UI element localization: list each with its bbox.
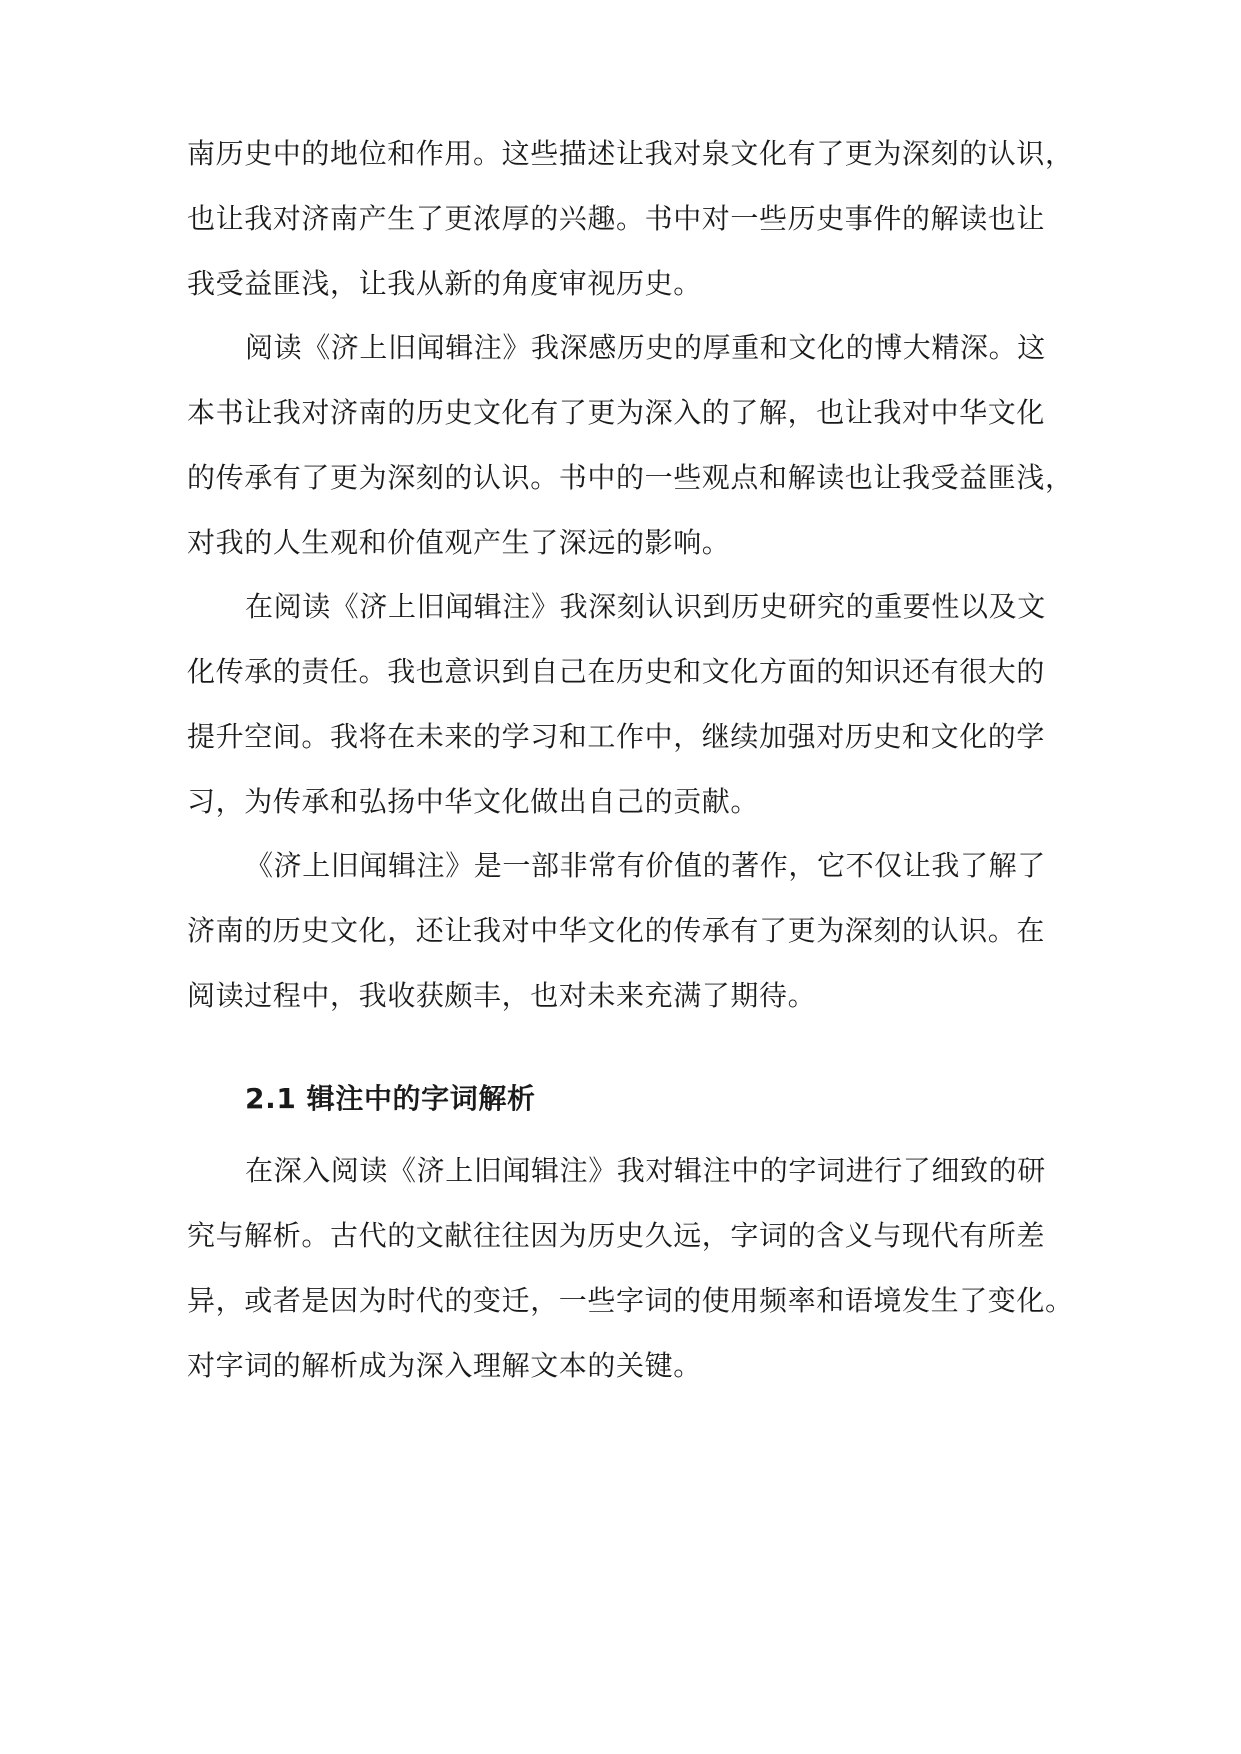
paragraph-line: 在深入阅读《济上旧闻辑注》我对辑注中的字词进行了细致的研 [245,1154,1046,1187]
paragraph-line: 的传承有了更为深刻的认识。书中的一些观点和解读也让我受益匪浅， [187,461,1074,494]
paragraph-line: 阅读《济上旧闻辑注》我深感历史的厚重和文化的博大精深。这 [245,331,1046,364]
paragraph-line: 本书让我对济南的历史文化有了更为深入的了解，也让我对中华文化 [187,396,1046,429]
paragraph-line: 提升空间。我将在未来的学习和工作中，继续加强对历史和文化的学 [187,720,1046,753]
paragraph-line: 也让我对济南产生了更浓厚的兴趣。书中对一些历史事件的解读也让 [187,202,1046,235]
paragraph-line: 我受益匪浅，让我从新的角度审视历史。 [187,267,702,300]
paragraph-line: 济南的历史文化，还让我对中华文化的传承有了更为深刻的认识。在 [187,914,1046,947]
paragraph-line: 《济上旧闻辑注》是一部非常有价值的著作，它不仅让我了解了 [245,849,1046,882]
paragraph-line: 化传承的责任。我也意识到自己在历史和文化方面的知识还有很大的 [187,655,1046,688]
paragraph-line: 南历史中的地位和作用。这些描述让我对泉文化有了更为深刻的认识， [187,137,1074,170]
paragraph-line: 阅读过程中，我收获颇丰，也对未来充满了期待。 [187,979,817,1012]
paragraph-line: 在阅读《济上旧闻辑注》我深刻认识到历史研究的重要性以及文 [245,590,1046,623]
paragraph-line: 对字词的解析成为深入理解文本的关键。 [187,1349,702,1382]
paragraph-line: 异，或者是因为时代的变迁，一些字词的使用频率和语境发生了变化。 [187,1284,1074,1317]
section-heading: 2.1 辑注中的字词解析 [245,1082,536,1115]
paragraph-line: 习，为传承和弘扬中华文化做出自己的贡献。 [187,785,760,818]
paragraph-line: 对我的人生观和价值观产生了深远的影响。 [187,526,731,559]
paragraph-line: 究与解析。古代的文献往往因为历史久远，字词的含义与现代有所差 [187,1219,1046,1252]
